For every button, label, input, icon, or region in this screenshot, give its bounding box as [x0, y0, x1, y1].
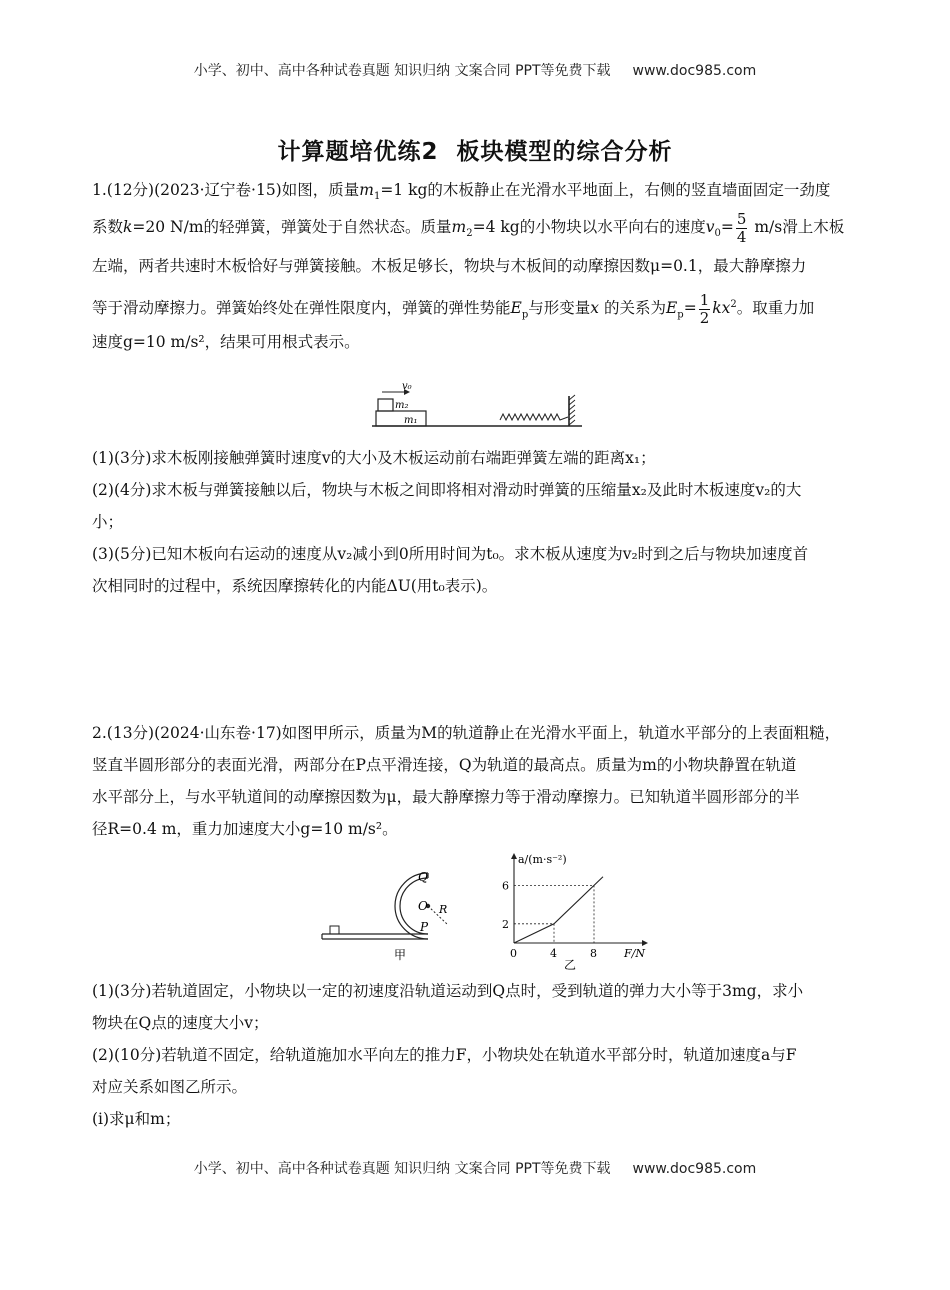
q1-text: =4 kg的小物块以水平向右的速度 [472, 218, 706, 236]
label-O: O [418, 899, 428, 913]
q1-subquestions [92, 442, 900, 602]
small-block [330, 926, 339, 934]
question-2 [92, 717, 900, 845]
header-text: 小学、初中、高中各种试卷真题 知识归纳 文案合同 PPT等免费下载 [193, 63, 611, 79]
q1-line-5 [92, 326, 900, 358]
q2-line-1: 2.(13分)(2024·山东卷·17)如图甲所示，质量为M的轨道静止在光滑水平面上，轨道水平部分的上表面粗糙， [92, 724, 841, 742]
title-main: 计算题培优练2 [277, 139, 439, 165]
caption-jia: 甲 [394, 948, 407, 962]
q2-part-2c: (ⅰ)求μ和m； [92, 1110, 181, 1128]
x-axis-label: F/N [624, 947, 645, 960]
caption-yi: 乙 [564, 958, 577, 970]
q1-part-2b: 小； [92, 513, 124, 531]
label-R: R [439, 903, 448, 916]
series-line [514, 877, 603, 943]
y-axis-arrow [511, 853, 517, 859]
q1-part-3b: 次相同时的过程中，系统因摩擦转化的内能ΔU(用t₀表示)。 [92, 577, 498, 595]
label-Q: Q [418, 870, 428, 884]
x-tick-label: 0 [510, 947, 517, 960]
q2-line-4: 径R=0.4 m，重力加速度大小g=10 m/s²。 [92, 820, 398, 838]
q1-text: =1 kg的木板静止在光滑水平地面上，右侧的竖直墙面固定一劲度 [380, 181, 831, 199]
y-tick-label: 2 [502, 917, 509, 931]
figure-board-spring [370, 380, 590, 432]
board-m1 [376, 411, 426, 426]
spring [500, 414, 568, 420]
label-v0: v₀ [402, 381, 412, 392]
q1-line-4: 等于滑动摩擦力。弹簧始终处在弹性限度内，弹簧的弹性势能$E_p$与形变量x 的关系为$E_p=$ $\frac{1}{2}$ $kx^2$。取重力加 [92, 290, 815, 327]
q2-subquestions [92, 975, 900, 1135]
q2-line-3: 水平部分上，与水平轨道间的动摩擦因数为μ，最大静摩擦力等于滑动摩擦力。已知轨道半圆形部分的半 [92, 788, 800, 806]
q1-text: 左端，两者共速时木板恰好与弹簧接触。木板足够长，物块与木板间的动摩擦因数μ=0.1，最大静摩擦力 [92, 257, 807, 275]
q1-line-1: 1.(12分)(2023·辽宁卷·15)如图，质量$m_1=1$ kg的木板静止在光滑水平地面上，右侧的竖直墙面固定一劲度 [92, 181, 831, 203]
figure-yi-chart [490, 848, 665, 970]
q2-part-2a: (2)(10分)若轨道不固定，给轨道施加水平向左的推力F，小物块处在轨道水平部分时，轨道加速度a与F [92, 1046, 797, 1064]
q1-text: 与形变量 [528, 299, 591, 318]
q2-part-1a: (1)(3分)若轨道固定，小物块以一定的初速度沿轨道运动到Q点时，受到轨道的弹力大小等于3mg，求小 [92, 982, 804, 1000]
q1-text: m/s滑上木板 [754, 218, 845, 236]
title-sub: 板块模型的综合分析 [456, 139, 673, 165]
page-title [0, 133, 950, 166]
question-1 [92, 174, 900, 358]
ep-fraction: $\frac{1}{2}$ [699, 290, 710, 327]
q1-line-2: 系数k=20 N/m的轻弹簧，弹簧处于自然状态。质量$m_2=4$ kg的小物块以水平向右的速度$v_0=$ $\frac{5}{4}$ m/s滑上木板 [92, 209, 845, 246]
q1-text: 等于滑动摩擦力。弹簧始终处在弹性限度内，弹簧的弹性势能 [92, 299, 511, 318]
q2-part-1b: 物块在Q点的速度大小v； [92, 1014, 269, 1032]
q1-text: 的关系为 [603, 299, 666, 318]
figure-jia-track [318, 862, 478, 967]
q1-text: 系数 [92, 218, 124, 236]
wall-hatch [569, 395, 575, 425]
q1-text: =20 N/m的轻弹簧，弹簧处于自然状态。质量 [132, 218, 452, 236]
footer-url[interactable]: www.doc985.com [632, 1161, 757, 1177]
q1-part-2a: (2)(4分)求木板与弹簧接触以后，物块与木板之间即将相对滑动时弹簧的压缩量x₂及此时木板速度v₂的大 [92, 481, 802, 499]
q1-part-1: (1)(3分)求木板刚接触弹簧时速度v的大小及木板运动前右端距弹簧左端的距离x₁； [92, 449, 656, 467]
y-tick-label: 6 [502, 879, 509, 893]
q1-text: 。取重力加 [736, 299, 815, 318]
page-footer [0, 1158, 950, 1178]
q1-part-3a: (3)(5分)已知木板向右运动的速度从v₂减小到0所用时间为t₀。求木板从速度为v₂时到之后与物块加速度首 [92, 545, 809, 563]
header-url[interactable]: www.doc985.com [632, 63, 757, 79]
y-axis-label: a/(m·s⁻²) [518, 853, 567, 866]
label-m2: m₂ [395, 400, 409, 411]
v0-fraction: $\frac{5}{4}$ [736, 209, 747, 246]
page-header [0, 60, 950, 80]
x-axis-arrow [642, 940, 648, 946]
q2-line-2: 竖直半圆形部分的表面光滑，两部分在P点平滑连接，Q为轨道的最高点。质量为m的小物块静置在轨道 [92, 756, 797, 774]
q1-text: 1.(12分)(2023·辽宁卷·15)如图，质量 [92, 181, 360, 199]
label-P: P [420, 920, 429, 934]
block-m2 [378, 399, 393, 411]
q2-part-2b: 对应关系如图乙所示。 [92, 1078, 248, 1096]
footer-text: 小学、初中、高中各种试卷真题 知识归纳 文案合同 PPT等免费下载 [193, 1161, 611, 1177]
q1-line-3 [92, 248, 900, 284]
label-m1: m₁ [404, 415, 418, 426]
q1-text: 速度g=10 m/s²，结果可用根式表示。 [92, 333, 360, 351]
x-tick-label: 8 [590, 947, 597, 960]
x-tick-label: 4 [550, 947, 557, 960]
